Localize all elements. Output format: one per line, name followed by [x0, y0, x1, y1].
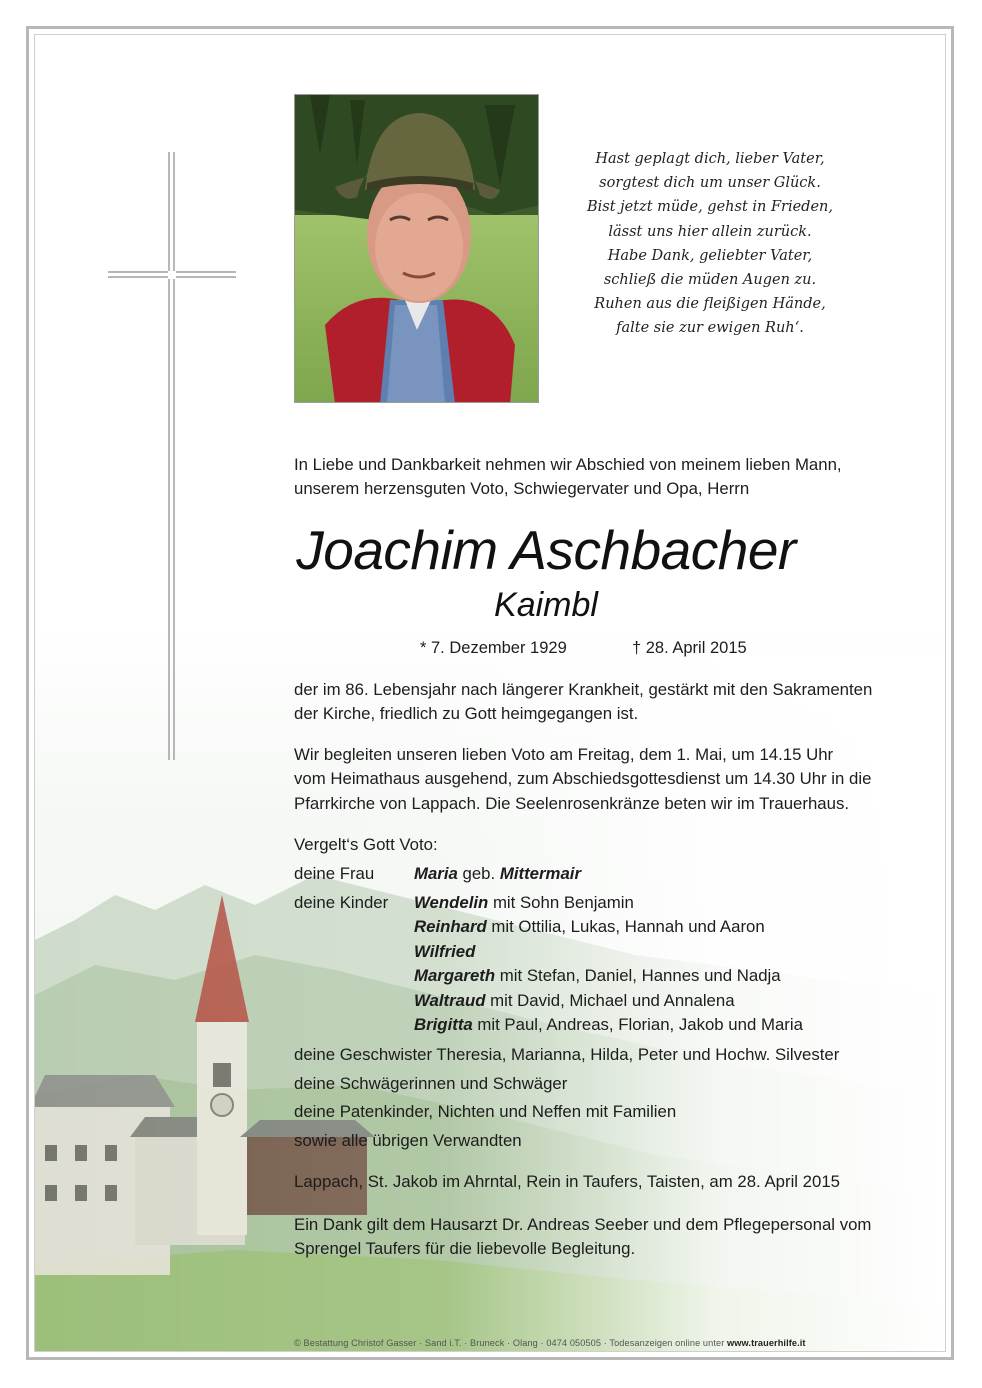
child-row	[414, 964, 803, 988]
child-family: mit Stefan, Daniel, Hannes und Nadja	[495, 966, 781, 986]
gratitude-line: Ein Dank gilt dem Hausarzt Dr. Andreas Seeber und dem Pflegepersonal vom	[294, 1215, 872, 1234]
child-row	[414, 1013, 803, 1037]
intro-line: In Liebe und Dankbarkeit nehmen wir Abschied von meinem lieben Mann,	[294, 455, 842, 474]
wife-maiden-name: Mittermair	[499, 864, 581, 883]
child-name: Reinhard	[414, 917, 487, 937]
deceased-nickname: Kaimbl	[494, 586, 598, 624]
footer-text: © Bestattung Christof Gasser · Sand i.T. · Bruneck · Olang · 0474 050505 · Todesanzeigen online unter	[294, 1338, 728, 1348]
child-name: Wendelin	[414, 893, 489, 912]
footer-link[interactable]: www.trauerhilfe.it	[727, 1338, 806, 1348]
wife-first-name: Maria	[414, 864, 458, 883]
child-row	[414, 940, 803, 964]
child-family: mit Sohn Benjamin	[488, 893, 634, 912]
children-list	[414, 891, 803, 1037]
child-row	[414, 989, 803, 1013]
gratitude-text	[294, 1213, 871, 1262]
poem-line: Bist jetzt müde, gehst in Frieden,	[586, 199, 833, 216]
passing-line: der Kirche, friedlich zu Gott heimgegangen ist.	[294, 704, 639, 724]
relatives-line: deine Patenkinder, Nichten und Neffen mit Familien	[294, 1102, 677, 1121]
deceased-name: Joachim Aschbacher	[296, 519, 796, 581]
poem	[560, 147, 860, 341]
child-name: Brigitta	[414, 1015, 473, 1035]
gratitude-line: Sprengel Taufers für die liebevolle Begleitung.	[294, 1239, 636, 1259]
child-family: mit Paul, Andreas, Florian, Jakob und Maria	[472, 1015, 803, 1035]
funeral-line: vom Heimathaus ausgehend, zum Abschiedsgottesdienst um 14.30 Uhr in die	[294, 769, 872, 789]
children-label: deine Kinder	[294, 893, 389, 912]
child-row	[414, 915, 803, 939]
passing-text	[294, 678, 872, 727]
child-name: Waltraud	[414, 990, 486, 1010]
child-name: Wilfried	[414, 941, 476, 961]
thanks-heading: Vergelt‘s Gott Voto:	[294, 835, 438, 854]
footer-credit	[294, 1338, 806, 1348]
intro-text	[294, 453, 842, 502]
child-family: mit David, Michael und Annalena	[485, 990, 735, 1010]
funeral-text	[294, 743, 871, 816]
portrait-photo	[294, 94, 539, 403]
place-date: Lappach, St. Jakob im Ahrntal, Rein in Taufers, Taisten, am 28. April 2015	[294, 1172, 841, 1191]
poem-line: sorgtest dich um unser Glück.	[599, 175, 821, 192]
passing-line: der im 86. Lebensjahr nach längerer Krankheit, gestärkt mit den Sakramenten	[294, 680, 873, 699]
poem-line: schließ die müden Augen zu.	[603, 272, 817, 289]
wife-label: deine Frau	[294, 864, 375, 883]
death-date: † 28. April 2015	[632, 639, 747, 657]
intro-line: unserem herzensguten Voto, Schwiegervater und Opa, Herrn	[294, 479, 750, 499]
relatives-line: deine Schwägerinnen und Schwäger	[294, 1074, 568, 1093]
child-family: mit Ottilia, Lukas, Hannah und Aaron	[486, 917, 765, 937]
birth-date: * 7. Dezember 1929	[420, 639, 567, 657]
poem-line: Hast geplagt dich, lieber Vater,	[595, 151, 825, 167]
wife-row	[294, 862, 581, 886]
poem-line: lässt uns hier allein zurück.	[608, 223, 812, 240]
poem-line: Habe Dank, geliebter Vater,	[607, 247, 813, 264]
wife-nee: geb.	[457, 864, 500, 883]
child-name: Margareth	[414, 966, 496, 986]
poem-line: Ruhen aus die fleißigen Hände,	[594, 296, 826, 313]
funeral-line: Pfarrkirche von Lappach. Die Seelenrosenkränze beten wir im Trauerhaus.	[294, 793, 850, 813]
child-row	[414, 891, 803, 915]
relatives-line: deine Geschwister Theresia, Marianna, Hilda, Peter und Hochw. Silvester	[294, 1045, 840, 1064]
funeral-line: Wir begleiten unseren lieben Voto am Freitag, dem 1. Mai, um 14.15 Uhr	[294, 745, 834, 764]
relatives-line: sowie alle übrigen Verwandten	[294, 1131, 522, 1150]
poem-line: falte sie zur ewigen Ruh‘.	[616, 320, 804, 337]
